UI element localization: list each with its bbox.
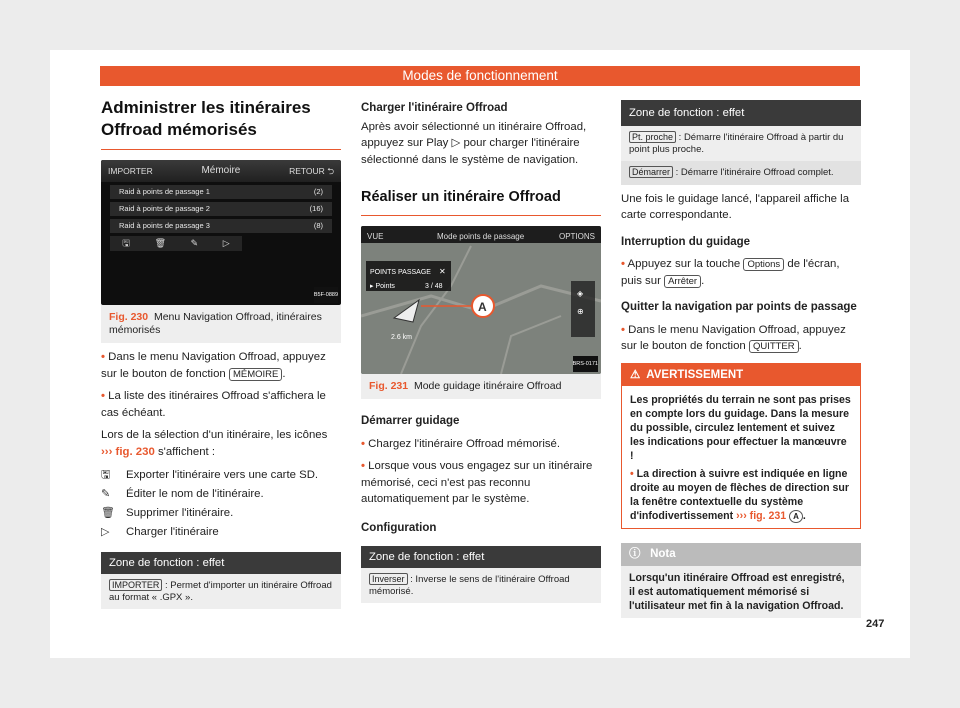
callout-marker: A — [478, 300, 487, 314]
function-box-head: Zone de fonction : effet — [101, 552, 341, 574]
warning-icon: ⚠ — [630, 368, 641, 381]
figure-caption: Fig. 230 Menu Navigation Offroad, itinéraires mémorisés — [101, 305, 341, 343]
points-count: 3 / 48 — [425, 283, 443, 290]
screen-title: Mémoire — [201, 164, 241, 176]
delete-icon: 🗑 — [101, 507, 115, 520]
zoom-icon[interactable]: ⊕ — [577, 307, 584, 316]
bullet-2: • La liste des itinéraires Offroad s'affichera le cas échéant. — [101, 390, 326, 419]
subheading: Configuration — [361, 521, 437, 534]
figure-231-screen — [361, 226, 601, 374]
back-icon: ⮌ — [327, 165, 334, 176]
bullet: • Dans le menu Navigation Offroad, appuyez sur le bouton de fonction QUITTER . — [621, 323, 846, 352]
memoire-key: MÉMOIRE — [229, 368, 282, 381]
export-icon: 🖫 — [101, 469, 111, 482]
function-box-row-1: Pt. proche : Démarre l'itinéraire Offroad à partir du point plus proche. — [629, 132, 844, 155]
paragraph: Lors de la sélection d'un itinéraire, les icônes ››› fig. 230 s'affichent : — [101, 429, 328, 458]
function-box — [361, 546, 601, 603]
view-button[interactable]: VUE — [367, 232, 384, 241]
function-box-head: Zone de fonction : effet — [361, 546, 601, 568]
back-button[interactable]: RETOUR ⮌ — [289, 165, 334, 176]
info-icon: ⓘ — [629, 548, 641, 560]
bullet: • Appuyez sur la touche Options de l'écran, puis sur Arrêter . — [621, 258, 840, 287]
paragraph: Une fois le guidage lancé, l'appareil affiche la carte correspondante. — [621, 192, 850, 221]
compass-icon[interactable]: ◈ — [577, 289, 584, 298]
route-action-bar — [110, 236, 242, 251]
save-icon[interactable]: 🖫 — [122, 238, 130, 249]
pencil-icon[interactable]: ✎ — [190, 238, 199, 249]
list-item: 🗑 Supprimer l'itinéraire. — [101, 504, 341, 523]
warning-body: Les propriétés du terrain ne sont pas prises en compte lors du guidage. Dans la mesure du possible, circulez lentement et suivez les indications pour effectuer la manœuvre ! • La direction à suivre est indiquée en ligne droite au moyen de flèches de direction sur la fenêtre contextuelle du système d'infodivertissement ››› fig. 231 A . — [630, 394, 851, 522]
edit-icon: ✎ — [101, 488, 111, 501]
subheading: Démarrer guidage — [361, 415, 460, 427]
play-icon[interactable]: ▷ — [222, 238, 230, 249]
note-box — [621, 543, 861, 618]
list-item: ▷ Charger l'itinéraire — [101, 523, 341, 542]
function-box-head: Zone de fonction : effet — [621, 100, 861, 126]
function-box-row-2: Démarrer : Démarre l'itinéraire Offroad complet. — [621, 161, 861, 185]
section-title: Réaliser un itinéraire Offroad — [361, 186, 601, 216]
page-number: 247 — [866, 618, 885, 630]
icon-list — [101, 466, 341, 542]
mode-title: Mode points de passage — [437, 232, 525, 241]
waypoints-panel-title: POINTS PASSAGE — [370, 269, 431, 276]
column-2 — [361, 97, 601, 603]
subheading: Quitter la navigation par points de passage — [621, 301, 857, 313]
function-box — [101, 552, 341, 609]
play-icon: ▷ — [101, 526, 110, 539]
import-button[interactable]: IMPORTER — [108, 165, 153, 176]
function-box-body: IMPORTER : Permet d'importer un itinéraire Offroad au format « .GPX ». — [109, 580, 332, 603]
column-3 — [621, 97, 861, 618]
figure-230-screen — [101, 160, 341, 305]
subheading: Charger l'itinéraire Offroad — [361, 102, 508, 114]
list-item: 🖫 Exporter l'itinéraire vers une carte SD. — [101, 466, 341, 485]
screen-topbar — [101, 160, 341, 182]
figure-code: B5F-0889 — [314, 287, 338, 304]
options-button[interactable]: OPTIONS — [558, 232, 595, 241]
function-box-body: Inverser : Inverse le sens de l'itinéraire Offroad mémorisé. — [369, 574, 570, 597]
close-icon[interactable]: ✕ — [439, 267, 446, 276]
subheading: Interruption du guidage — [621, 235, 751, 248]
warning-box — [621, 363, 861, 530]
route-row-1[interactable]: Raid à points de passage 1 (2) — [110, 185, 332, 199]
points-label: ▸ Points — [370, 283, 395, 290]
route-row-2[interactable]: Raid à points de passage 2 (16) — [110, 202, 332, 216]
distance: 2.6 km — [391, 334, 413, 341]
fig-ref[interactable]: ››› fig. 230 — [101, 445, 155, 458]
bullet-2: • Lorsque vous vous engagez sur un itinéraire mémorisé, ceci n'est pas reconnu automatiquement par le système. — [361, 460, 593, 505]
note-body: Lorsqu'un itinéraire Offroad est enregistré, il est automatiquement mémorisé si l'utilisateur met fin à la navigation Offroad. — [629, 571, 845, 612]
function-box — [621, 100, 861, 185]
warning-head: ⚠ AVERTISSEMENT — [622, 364, 860, 387]
list-item: ✎ Éditer le nom de l'itinéraire. — [101, 485, 341, 504]
note-head: ⓘ Nota — [621, 543, 861, 566]
figure-code: BRS-0171 — [573, 356, 598, 373]
bullet-1: • Dans le menu Navigation Offroad, appuyez sur le bouton de fonction MÉMOIRE . — [101, 351, 326, 380]
column-1 — [101, 97, 341, 609]
route-row-3[interactable]: Raid à points de passage 3 (8) — [110, 219, 332, 233]
paragraph: Après avoir sélectionné un itinéraire Offroad, appuyez sur Play ▷ pour charger l'itinéraire sélectionné dans le système de navigation. — [361, 120, 587, 166]
chapter-header: Modes de fonctionnement — [100, 66, 860, 86]
trash-icon[interactable]: 🗑 — [154, 238, 166, 249]
section-title: Administrer les itinéraires Offroad mémorisés — [101, 97, 341, 150]
figure-caption: Fig. 231 Mode guidage itinéraire Offroad — [361, 374, 601, 399]
bullet-1: • Chargez l'itinéraire Offroad mémorisé. — [361, 437, 561, 450]
